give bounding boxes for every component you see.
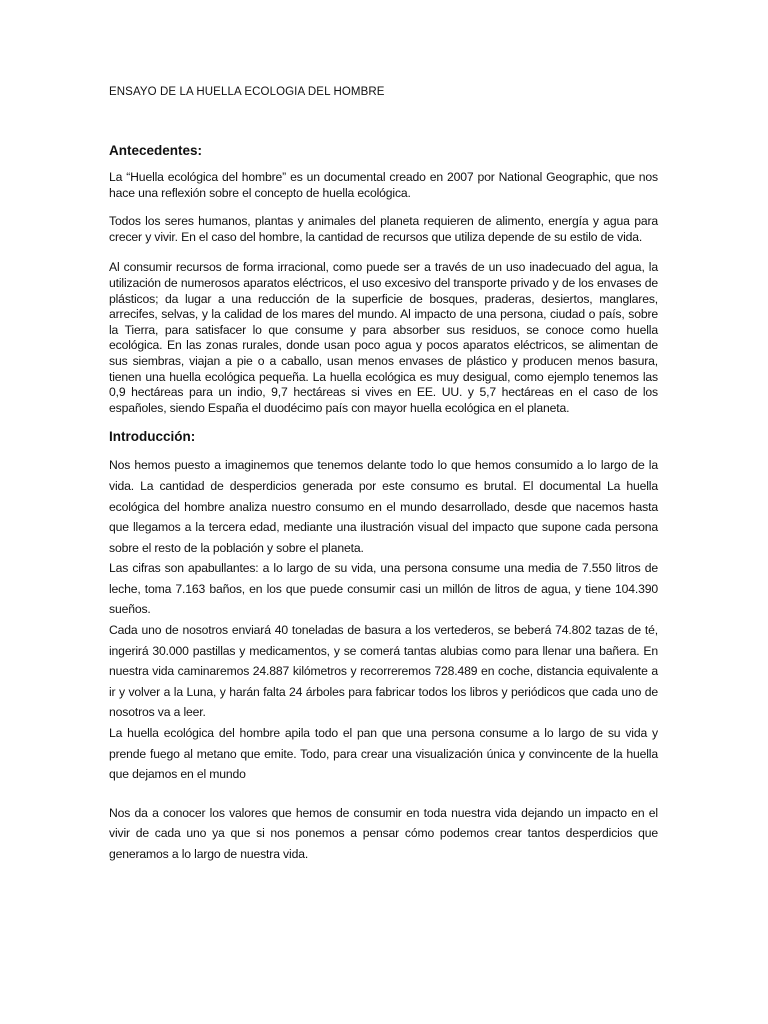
paragraph-bread-methane: La huella ecológica del hombre apila todo el pan que una persona consume a lo largo de su vida y prende fuego al metano que emite. Todo, para crear una visualización única y convincente de la huella que dejamos en el mundo	[109, 726, 658, 782]
section-heading-antecedentes: Antecedentes:	[109, 143, 203, 158]
document-title: ENSAYO DE LA HUELLA ECOLOGIA DEL HOMBRE	[109, 86, 385, 98]
paragraph-figures: Las cifras son apabullantes: a lo largo de su vida, una persona consume una media de 7.550 litros de leche, toma 7.163 baños, en los que puede consumir casi un millón de litros de agua, y tiene 104.390 sueños.	[109, 561, 658, 617]
document-page	[109, 86, 658, 865]
paragraph-conclusion: Nos da a conocer los valores que hemos de consumir en toda nuestra vida dejando un impacto en el vivir de cada uno ya que si nos ponemos a pensar cómo podemos crear tantos desperdicios que generamos a lo largo de nuestra vida.	[109, 805, 658, 861]
paragraph-intro-documental: La “Huella ecológica del hombre” es un documental creado en 2007 por National Geographic, que nos hace una reflexión sobre el concepto de huella ecológica.	[109, 170, 658, 200]
paragraph-waste: Cada uno de nosotros enviará 40 toneladas de basura a los vertederos, se beberá 74.802 tazas de té, ingerirá 30.000 pastillas y medicamentos, y se comerá tantas alubias como para llenar una bañera. En nuestra vida caminaremos 24.887 kilómetros y recorreremos 728.489 en coche, distancia equivalente a ir y volver a la Luna, y harán falta 24 árboles para fabricar todos los libros y periódicos que cada uno de nosotros va a leer.	[109, 623, 658, 720]
section-heading-introduccion: Introducción:	[109, 429, 196, 445]
paragraph-irrational-consumption: Al consumir recursos de forma irracional, como puede ser a través de un uso inadecuado del agua, la utilización de numerosos aparatos eléctricos, el uso excesivo del transporte privado y de los envases de plásticos; da lugar a una reducción de la superficie de bosques, praderas, desiertos, manglares, arrecifes, selvas, y la calidad de los mares del mundo. Al impacto de una persona, ciudad o país, sobre la Tierra, para satisfacer lo que consume y para absorber sus residuos, se conoce como huella ecológica. En las zonas rurales, donde usan poco agua y pocos aparatos eléctricos, se alimentan de sus siembras, viajan a pie o a caballo, usan menos envases de plástico y producen menos basura, tienen una huella ecológica pequeña. La huella ecológica es muy desigual, como ejemplo tenemos las 0,9 hectáreas para un indio, 9,7 hectáreas si vives en EE. UU. y 5,7 hectáreas en el caso de los españoles, siendo España el duodécimo país con mayor huella ecológica en el planeta.	[109, 260, 658, 415]
paragraph-imagine-consumption: Nos hemos puesto a imaginemos que tenemos delante todo lo que hemos consumido a lo largo de la vida. La cantidad de desperdicios generada por este consumo es brutal. El documental La huella ecológica del hombre analiza nuestro consumo en el mundo desarrollado, desde que nacemos hasta que llegamos a la tercera edad, mediante una ilustración visual del impacto que supone cada persona sobre el resto de la población y sobre el planeta.	[109, 458, 658, 555]
paragraph-resources: Todos los seres humanos, plantas y animales del planeta requieren de alimento, energía y agua para crecer y vivir. En el caso del hombre, la cantidad de recursos que utiliza depende de su estilo de vida.	[109, 214, 658, 244]
